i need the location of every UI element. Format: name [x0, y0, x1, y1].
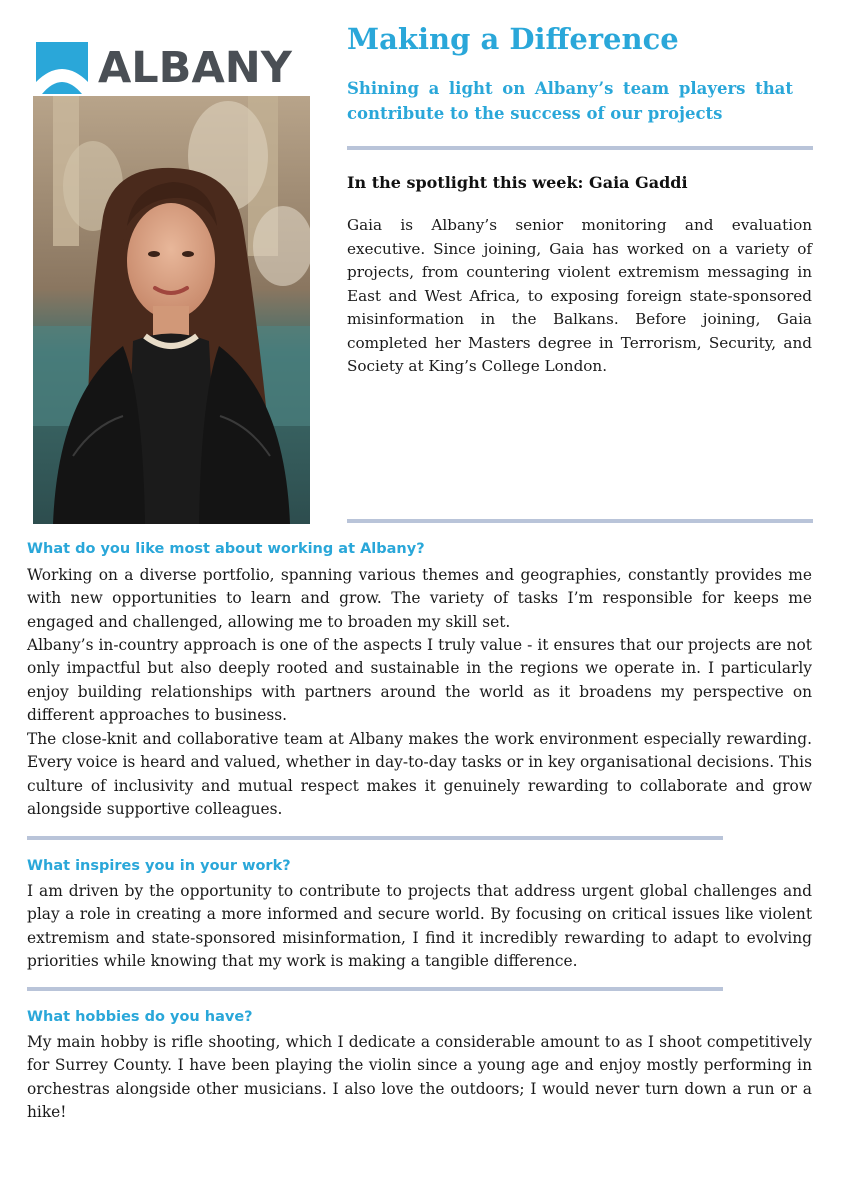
albany-logo: [36, 42, 308, 94]
spotlight-heading: In the spotlight this week: Gaia Gaddi: [347, 173, 688, 192]
logo-wordmark: ALBANY: [98, 43, 292, 93]
spotlight-bio: Gaia is Albany’s senior monitoring and evaluation executive. Since joining, Gaia has worked on a variety of projects, from countering violent extremism messaging in East and West Africa, to exposing foreign state-sponsored misinformation in the Balkans. Before joining, Gaia completed her Masters degree in Terrorism, Security, and Society at King’s College London.: [347, 216, 812, 375]
page-subtitle: Shining a light on Albany’s team players that contribute to the success of our projects: [347, 79, 793, 123]
question-heading: What inspires you in your work?: [27, 858, 291, 874]
answer-paragraph: Working on a diverse portfolio, spanning various themes and geographies, constantly provides me with new opportunities to learn and grow. The variety of tasks I’m responsible for keeps me engaged and challenged, allowing me to broaden my skill set.: [27, 566, 812, 631]
albany-logo-icon: [36, 42, 88, 94]
divider-section-1: [27, 836, 723, 840]
answer-paragraph: The close-knit and collaborative team at Albany makes the work environment especially rewarding. Every voice is heard and valued, whether in day-to-day tasks or in key organisational decisions. This culture of inclusivity and mutual respect makes it genuinely rewarding to collaborate and grow alongside supportive colleagues.: [27, 730, 812, 818]
divider-top: [347, 146, 813, 150]
portrait-photo: [33, 96, 310, 524]
question-heading: What hobbies do you have?: [27, 1009, 253, 1025]
question-heading: What do you like most about working at Albany?: [27, 541, 425, 557]
answer-paragraph: I am driven by the opportunity to contribute to projects that address urgent global challenges and play a role in creating a more informed and secure world. By focusing on critical issues like violent extremism and state-sponsored misinformation, I find it incredibly rewarding to adapt to evolving priorities while knowing that my work is making a tangible difference.: [27, 882, 812, 970]
answer-paragraph: Albany’s in-country approach is one of the aspects I truly value - it ensures that our projects are not only impactful but also deeply rooted and sustainable in the regions we operate in. I particularly enjoy building relationships with partners around the world as it broadens my perspective on different approaches to business.: [27, 636, 812, 724]
divider-bio-bottom: [347, 519, 813, 523]
portrait-image: [33, 96, 310, 524]
page-title: Making a Difference: [347, 22, 679, 56]
answer-paragraph: My main hobby is rifle shooting, which I dedicate a considerable amount to as I shoot competitively for Surrey County. I have been playing the violin since a young age and enjoy mostly performing in orchestras alongside other musicians. I also love the outdoors; I would never turn down a run or a hike!: [27, 1033, 812, 1121]
divider-section-2: [27, 987, 723, 991]
